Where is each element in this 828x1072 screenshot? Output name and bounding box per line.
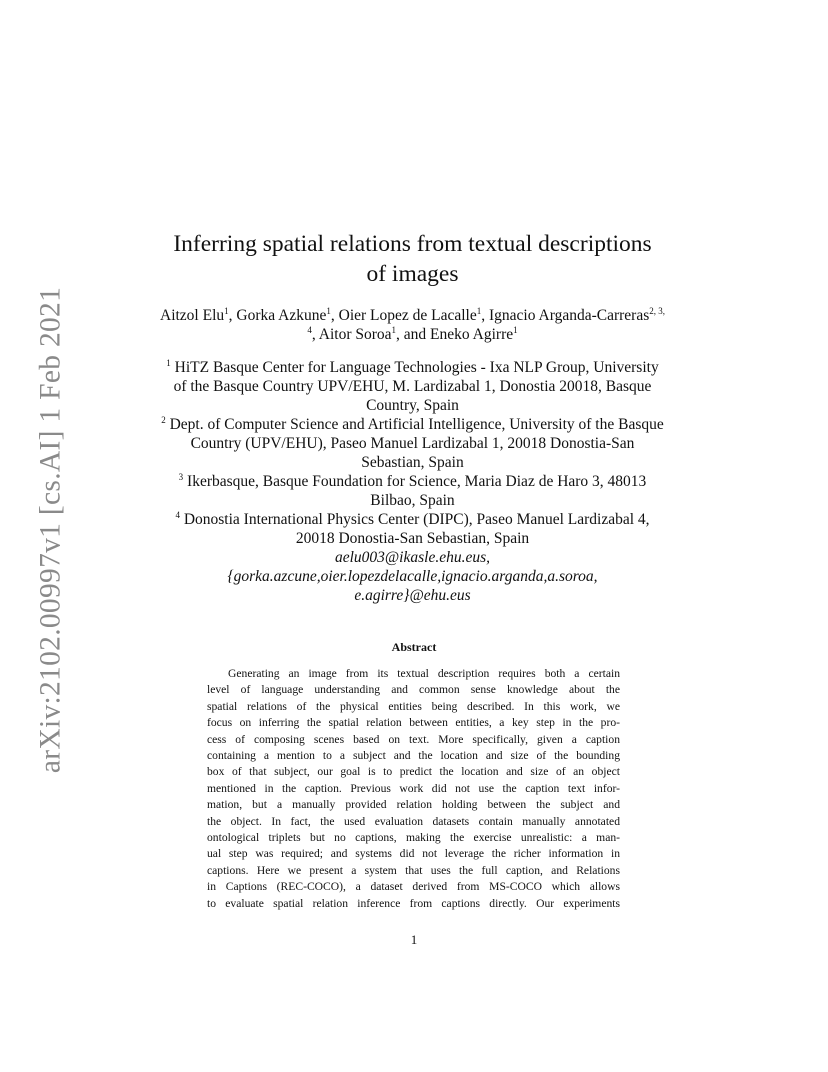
abstract-line: level of language understanding and common sense knowledge about the — [207, 683, 620, 697]
author-affiliation-mark: 1 — [326, 305, 331, 316]
abstract-line: to evaluate spatial relation inference from captions directly. Our experiments — [207, 896, 620, 910]
author-affiliation-mark: 1 — [391, 324, 397, 335]
abstract-line: mation, but a manually provided relation holding between the subject and — [207, 798, 620, 812]
abstract-body — [207, 666, 620, 912]
abstract-line: box of that subject, our goal is to predict the location and size of an object — [207, 765, 620, 779]
email-line-1: aelu003@ikasle.ehu.eus,{gorka.azcune,oier.lopezdelacalle,ignacio.arganda,a.soroa, — [227, 549, 598, 585]
abstract-line: spatial relations of the physical entities being described. In this work, we — [207, 699, 620, 713]
author-name: Eneko Agirre — [430, 326, 514, 343]
author-name: Aitzol Elu — [160, 307, 225, 324]
author-name: Ignacio Arganda-Carreras — [489, 307, 650, 324]
abstract-line: focus on inferring the spatial relation between entities, a key step in the pro- — [207, 716, 620, 730]
page-number: 1 — [410, 932, 418, 947]
affiliation-item: $^4$ Donostia International Physics Center (DIPC), Paseo Manuel Lardizabal 4, 20018 Donostia-San Sebastian, Spain — [175, 509, 650, 547]
contact-emails — [160, 548, 665, 605]
author-name: Gorka Azkune — [236, 307, 327, 324]
author-affiliation-mark: 2, 3, 4 — [307, 305, 665, 335]
abstract-line: containing a mention to a subject and the location and size of the bounding — [207, 749, 620, 763]
author-affiliation-mark: 1 — [476, 305, 482, 316]
abstract-line: mentioned in the caption. Previous work did not use the caption text infor- — [207, 781, 620, 795]
author-affiliation-mark: 1 — [513, 324, 518, 335]
paper-title-line-1: Inferring spatial relations from textual descriptions — [173, 231, 652, 257]
paper-title-line-2: of images — [366, 261, 459, 287]
abstract-line: the object. In fact, the used evaluation datasets contain manually annotated — [207, 814, 620, 828]
arxiv-identifier-stamp: arXiv:2102.00997v1 [cs.AI] 1 Feb 2021 — [34, 286, 67, 774]
author-name: Aitor Soroa — [318, 326, 392, 343]
abstract-line: in Captions (REC-COCO), a dataset derived from MS-COCO which allows — [207, 880, 620, 894]
author-affiliation-mark: 1 — [224, 305, 229, 316]
paper-title — [150, 229, 675, 289]
abstract-line: captions. Here we present a system that uses the full caption, and Relations — [207, 863, 620, 877]
abstract-line: cess of composing scenes based on text. More specifically, given a caption — [207, 732, 620, 746]
author-list: Aitzol Elu$^1$, Gorka Azkune$^1$, Oier Lopez de Lacalle$^1$, Ignacio Arganda-Carreras$^{2, 3, 4}$, Aitor Soroa$^1$, and Eneko Agirre$^1$ — [160, 305, 665, 343]
abstract-line: ontological triplets but no captions, making the exercise unrealistic: a man- — [207, 831, 620, 845]
affiliation-item: $^3$ Ikerbasque, Basque Foundation for Science, Maria Diaz de Haro 3, 48013 Bilbao, Spain — [178, 471, 647, 509]
author-name: Oier Lopez de Lacalle — [338, 307, 477, 324]
abstract-line: ual step was required; and systems did not leverage the richer information in — [207, 847, 620, 861]
affiliation-list — [160, 358, 665, 548]
email-line-2: e.agirre}@ehu.eus — [354, 587, 471, 604]
abstract-line: Generating an image from its textual description requires both a certain — [228, 667, 620, 680]
abstract-heading: Abstract — [391, 640, 437, 654]
affiliation-item: $^1$ HiTZ Basque Center for Language Technologies - Ixa NLP Group, University of the Basque Country UPV/EHU, M. Lardizabal 1, Donostia 20018, Basque Country, Spain — [166, 357, 659, 414]
affiliation-item: $^2$ Dept. of Computer Science and Artificial Intelligence, University of the Basque Country (UPV/EHU), Paseo Manuel Lardizabal 1, 20018 Donostia-San Sebastian, Spain — [161, 414, 664, 471]
